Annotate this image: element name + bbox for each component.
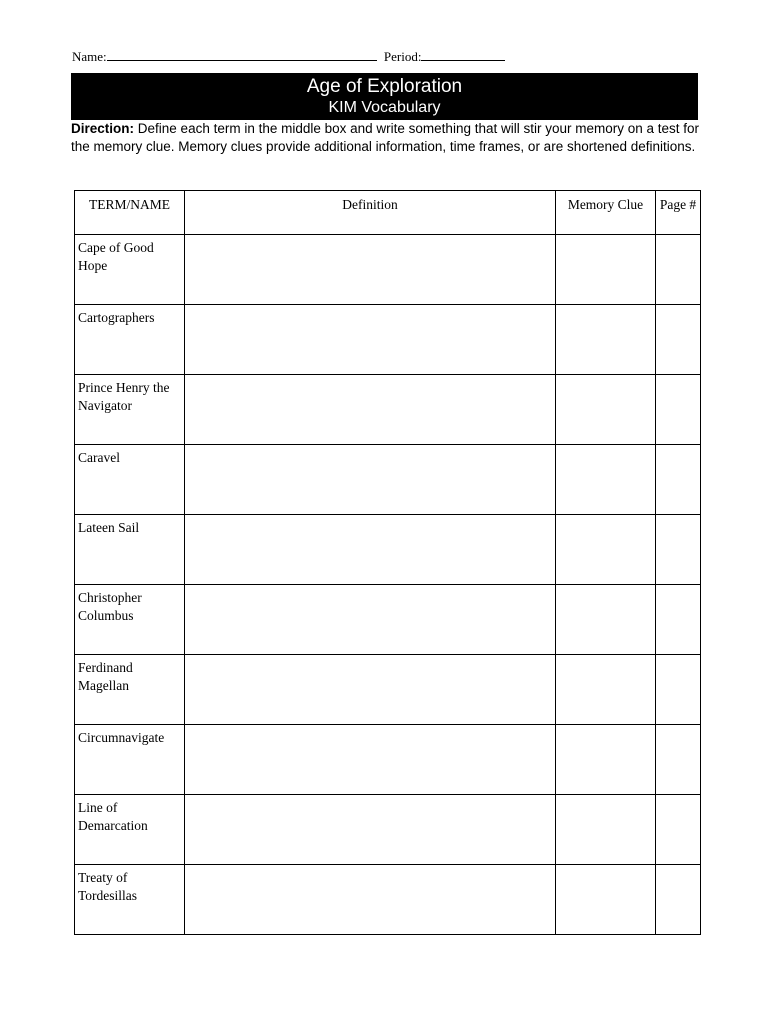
memory-clue-cell[interactable] bbox=[556, 795, 656, 865]
term-cell: Prince Henry the Navigator bbox=[75, 375, 185, 445]
direction-label: Direction: bbox=[71, 121, 135, 136]
header-page-number: Page # bbox=[656, 191, 701, 235]
term-cell: Caravel bbox=[75, 445, 185, 515]
page-number-cell[interactable] bbox=[656, 235, 701, 305]
page-number-cell[interactable] bbox=[656, 585, 701, 655]
title-banner bbox=[71, 73, 698, 120]
table-row bbox=[75, 865, 701, 935]
memory-clue-cell[interactable] bbox=[556, 305, 656, 375]
page-title: Age of Exploration bbox=[306, 76, 463, 97]
header-definition: Definition bbox=[185, 191, 556, 235]
table-row bbox=[75, 305, 701, 375]
name-label: Name: bbox=[72, 49, 107, 64]
memory-clue-cell[interactable] bbox=[556, 725, 656, 795]
memory-clue-cell[interactable] bbox=[556, 445, 656, 515]
definition-cell[interactable] bbox=[185, 305, 556, 375]
term-cell: Line of Demarcation bbox=[75, 795, 185, 865]
term-cell: Lateen Sail bbox=[75, 515, 185, 585]
vocabulary-table bbox=[74, 190, 701, 935]
direction-body: Define each term in the middle box and write something that will stir your memory on a test for the memory clue. Memory clues provide additional information, time frames, or are shortened definitions. bbox=[71, 121, 700, 154]
definition-cell[interactable] bbox=[185, 725, 556, 795]
table-row bbox=[75, 445, 701, 515]
memory-clue-cell[interactable] bbox=[556, 235, 656, 305]
term-cell: Circumnavigate bbox=[75, 725, 185, 795]
page-number-cell[interactable] bbox=[656, 655, 701, 725]
term-cell: Cartographers bbox=[75, 305, 185, 375]
table-row bbox=[75, 585, 701, 655]
definition-cell[interactable] bbox=[185, 515, 556, 585]
term-cell: Christopher Columbus bbox=[75, 585, 185, 655]
table-row bbox=[75, 795, 701, 865]
page-number-cell[interactable] bbox=[656, 305, 701, 375]
header-term: TERM/NAME bbox=[75, 191, 185, 235]
header-memory-clue: Memory Clue bbox=[556, 191, 656, 235]
memory-clue-cell[interactable] bbox=[556, 375, 656, 445]
definition-cell[interactable] bbox=[185, 655, 556, 725]
name-period-line bbox=[72, 47, 505, 65]
page-number-cell[interactable] bbox=[656, 725, 701, 795]
definition-cell[interactable] bbox=[185, 375, 556, 445]
definition-cell[interactable] bbox=[185, 795, 556, 865]
page-number-cell[interactable] bbox=[656, 515, 701, 585]
memory-clue-cell[interactable] bbox=[556, 515, 656, 585]
memory-clue-cell[interactable] bbox=[556, 655, 656, 725]
definition-cell[interactable] bbox=[185, 445, 556, 515]
definition-cell[interactable] bbox=[185, 585, 556, 655]
table-row bbox=[75, 375, 701, 445]
table-row bbox=[75, 515, 701, 585]
term-cell: Treaty of Tordesillas bbox=[75, 865, 185, 935]
table-row bbox=[75, 235, 701, 305]
directions-text bbox=[71, 120, 701, 156]
memory-clue-cell[interactable] bbox=[556, 865, 656, 935]
name-blank[interactable] bbox=[107, 47, 377, 61]
period-label: Period: bbox=[383, 49, 422, 64]
term-cell: Cape of Good Hope bbox=[75, 235, 185, 305]
page-subtitle: KIM Vocabulary bbox=[328, 99, 441, 116]
definition-cell[interactable] bbox=[185, 865, 556, 935]
page-number-cell[interactable] bbox=[656, 865, 701, 935]
table-row bbox=[75, 655, 701, 725]
page-number-cell[interactable] bbox=[656, 445, 701, 515]
definition-cell[interactable] bbox=[185, 235, 556, 305]
page-number-cell[interactable] bbox=[656, 795, 701, 865]
period-blank[interactable] bbox=[421, 47, 505, 61]
memory-clue-cell[interactable] bbox=[556, 585, 656, 655]
page-number-cell[interactable] bbox=[656, 375, 701, 445]
table-row bbox=[75, 725, 701, 795]
table-header-row bbox=[75, 191, 701, 235]
term-cell: Ferdinand Magellan bbox=[75, 655, 185, 725]
